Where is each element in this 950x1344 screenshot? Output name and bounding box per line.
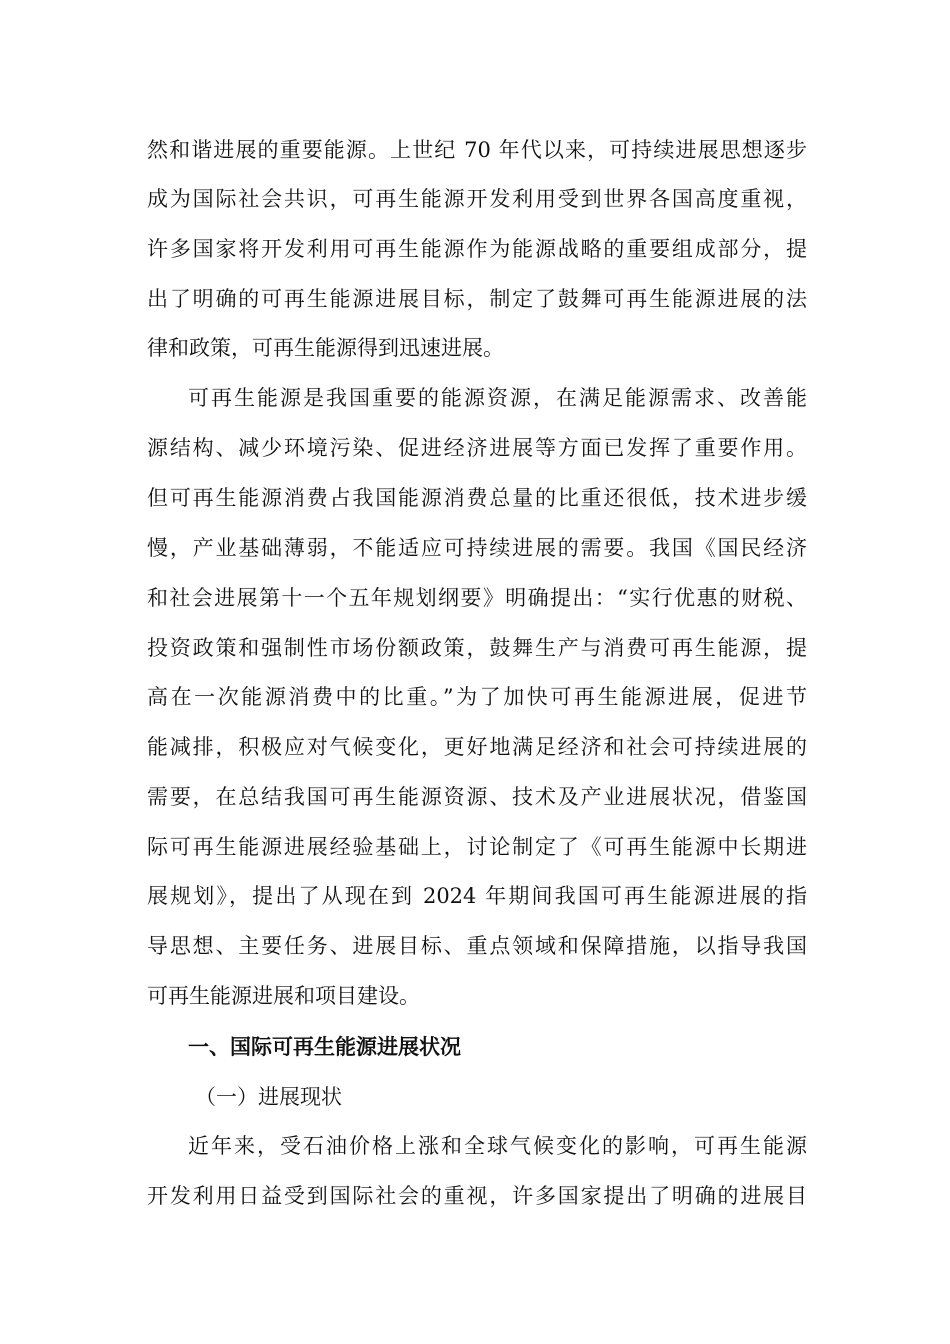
paragraph-3-line-1: 近年来，受石油价格上涨和全球气候变化的影响，可再生能源	[188, 1134, 807, 1158]
section-heading: 一、国际可再生能源进展状况	[188, 1034, 461, 1059]
paragraph-2-line-6: 投资政策和强制性市场份额政策，鼓舞生产与消费可再生能源，提	[147, 636, 807, 660]
paragraph-2-line-2: 源结构、减少环境污染、促进经济进展等方面已发挥了重要作用。	[147, 436, 807, 460]
paragraph-2-line-1: 可再生能源是我国重要的能源资源，在满足能源需求、改善能	[188, 386, 807, 410]
subsection-heading: （一）进展现状	[195, 1085, 342, 1109]
paragraph-3-line-2: 开发利用日益受到国际社会的重视，许多国家提出了明确的进展目	[147, 1184, 807, 1208]
paragraph-2-line-5: 和社会进展第十一个五年规划纲要》明确提出：“实行优惠的财税、	[147, 586, 807, 610]
paragraph-2-line-7: 高在一次能源消费中的比重。”为了加快可再生能源进展，促进节	[147, 685, 807, 709]
paragraph-2-line-12: 导思想、主要任务、进展目标、重点领域和保障措施，以指导我国	[147, 934, 807, 958]
paragraph-1-line-3: 许多国家将开发利用可再生能源作为能源战略的重要组成部分，提	[147, 237, 807, 261]
paragraph-1-line-2: 成为国际社会共识，可再生能源开发利用受到世界各国高度重视，	[147, 187, 807, 211]
paragraph-1-line-1: 然和谐进展的重要能源。上世纪 70 年代以来，可持续进展思想逐步	[147, 138, 807, 162]
paragraph-2-line-4: 慢，产业基础薄弱，不能适应可持续进展的需要。我国《国民经济	[147, 536, 807, 560]
paragraph-2-line-8: 能减排，积极应对气候变化，更好地满足经济和社会可持续进展的	[147, 735, 807, 759]
paragraph-2-line-11: 展规划》，提出了从现在到 2024 年期间我国可再生能源进展的指	[147, 884, 807, 908]
paragraph-2-line-9: 需要，在总结我国可再生能源资源、技术及产业进展状况，借鉴国	[147, 785, 807, 809]
paragraph-1-line-5: 律和政策，可再生能源得到迅速进展。	[147, 336, 504, 360]
paragraph-2-line-10: 际可再生能源进展经验基础上，讨论制定了《可再生能源中长期进	[147, 835, 807, 859]
paragraph-1-line-4: 出了明确的可再生能源进展目标，制定了鼓舞可再生能源进展的法	[147, 287, 807, 311]
paragraph-2-line-3: 但可再生能源消费占我国能源消费总量的比重还很低，技术进步缓	[147, 486, 807, 510]
paragraph-2-line-13: 可再生能源进展和项目建设。	[147, 984, 420, 1008]
